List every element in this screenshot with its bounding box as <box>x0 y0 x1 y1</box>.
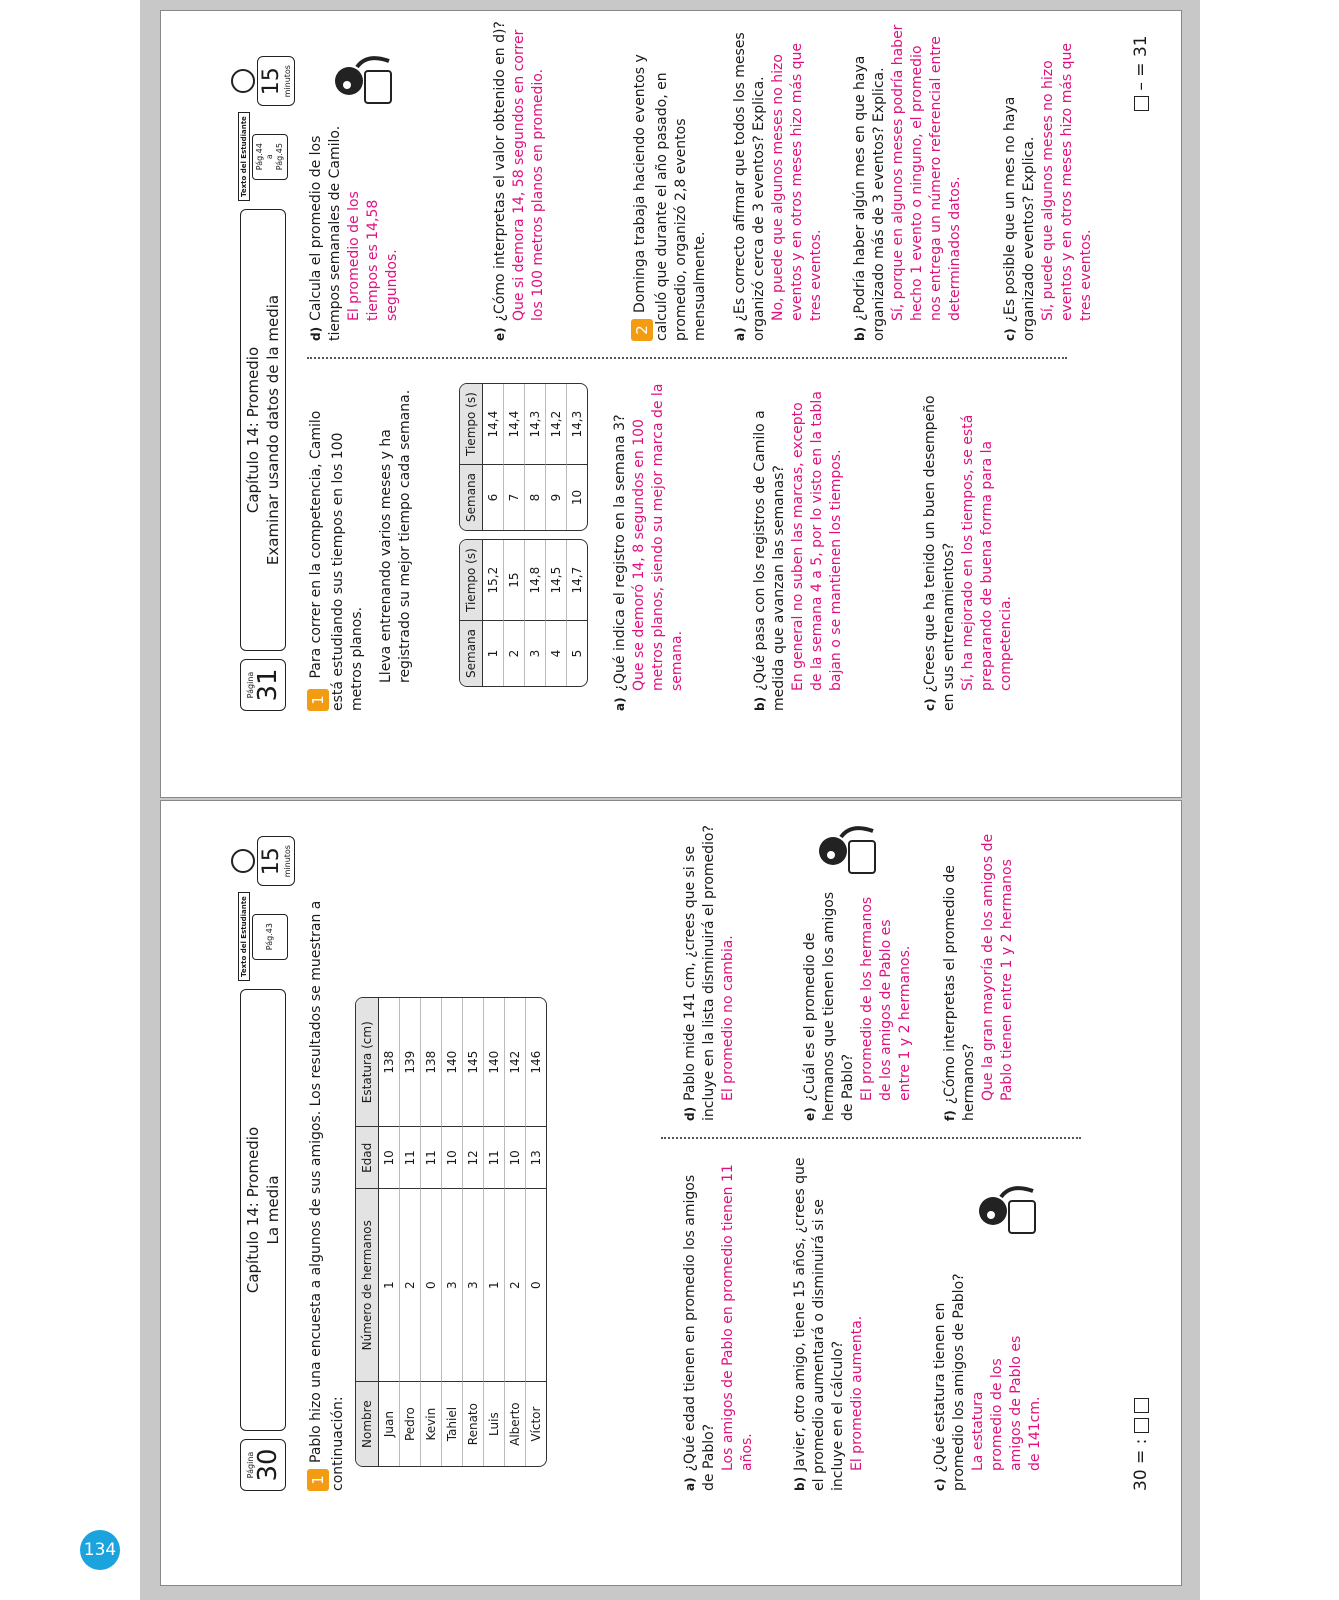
blank-box <box>1134 1418 1149 1433</box>
table-row: Alberto 2 10 142 <box>505 998 526 1466</box>
question-1d: d)Pablo mide 141 cm, ¿crees que si se incluye en la lista disminuirá el promedio? El promedio no cambia. <box>681 821 738 1121</box>
table-row: Renato 3 12 145 <box>463 998 484 1466</box>
question-1c: c)¿Qué estatura tienen en promedio los amigos de Pablo? La estatura promedio de los amigos de Pablo es de 141cm. <box>932 1273 1043 1491</box>
table-row: 4 14,5 <box>546 540 567 686</box>
problem-number: 2 <box>631 319 653 341</box>
table-row: Juan 1 10 138 <box>379 998 400 1466</box>
book-page-number: 134 <box>80 1530 120 1570</box>
answer: El promedio no cambia. <box>720 935 736 1101</box>
table-row: Kevin 0 11 138 <box>421 998 442 1466</box>
formula-right: – = 31 <box>1131 35 1151 111</box>
column-divider <box>661 1137 1081 1139</box>
chapter-title: Capítulo 14: Promedio <box>244 346 262 514</box>
question-1b: b)¿Qué pasa con los registros de Camilo a medida que avanzan las semanas? En general no suben las marcas, excepto de la semana 4 a 5, por lo visto en la tabla bajan o se mantienen los tiempos. <box>751 381 846 711</box>
question-1e: e)¿Cuál es el promedio de hermanos que tienen los amigos de Pablo? El promedio de los hermanos de los amigos de Pablo es entre 1 y 2 hermanos. <box>801 881 915 1121</box>
answer: Sí, porque en algunos meses podría haber hecho 1 evento o ninguno, el promedio nos entrega un número referencial entre determinados datos. <box>890 24 963 321</box>
page-31-header <box>231 56 295 711</box>
table-row: 8 14,3 <box>525 384 546 530</box>
mascot-calculator-icon <box>811 821 881 881</box>
alarm-clock-icon <box>231 849 255 873</box>
formula-left: 30 = : <box>1131 1398 1151 1491</box>
table-row: 10 14,3 <box>567 384 587 530</box>
question-1a: a)¿Qué edad tienen en promedio los amigos de Pablo? Los amigos de Pablo en promedio tienen 11 años. <box>681 1161 757 1491</box>
answer: Que la gran mayoría de los amigos de Pablo tienen entre 1 y 2 hermanos <box>980 833 1015 1101</box>
chapter-subtitle: La media <box>264 1175 282 1245</box>
worksheet-page-31 <box>160 10 1182 798</box>
question-1d: d)Calcula el promedio de los tiempos semanales de Camilo. El promedio de los tiempos es 14,58 segundos. <box>308 125 400 341</box>
problem-1-intro: 1Pablo hizo una encuesta a algunos de sus amigos. Los resultados se muestran a continuación: <box>308 900 346 1491</box>
table-row: 1 15,2 <box>483 540 504 686</box>
answer: Que si demora 14, 58 segundos en correr los 100 metros planos en promedio. <box>511 29 546 321</box>
page-31-content <box>231 21 1191 711</box>
blank-box <box>1134 1398 1149 1413</box>
survey-table: Nombre Número de hermanos Edad Estatura (cm) Juan 1 10 138 Pedro 2 11 139 Kevin 0 11 138 Tahiel 3 10 140 Renato 3 12 145 Luis 1 11 140 Alberto 2 10 142 Víctor 0 13 146 <box>355 997 547 1467</box>
problem-number: 1 <box>307 689 329 711</box>
question-2c: c)¿Es posible que un mes no haya organizado eventos? Explica. Sí, puede que algunos meses no hizo eventos y en otros meses hizo más que tres eventos. <box>1001 21 1096 341</box>
table-row: 9 14,2 <box>546 384 567 530</box>
table-row: Luis 1 11 140 <box>484 998 505 1466</box>
question-1e: e)¿Cómo interpretas el valor obtenido en d)? Que si demora 14, 58 segundos en correr los 100 metros planos en promedio. <box>492 21 546 341</box>
page-30-header <box>231 836 295 1491</box>
chapter-subtitle: Examinar usando datos de la media <box>264 294 282 566</box>
answer: Que se demoró 14, 8 segundos en 100 metros planos, siendo su mejor marca de la semana. <box>631 383 685 691</box>
question-2b: b)¿Podría haber algún mes en que haya organizado más de 3 eventos? Explica. Sí, porque en algunos meses podría haber hecho 1 evento o ninguno, el promedio nos entrega un número referencial entre determinados datos. <box>851 21 965 341</box>
timer: 15 minutos <box>231 56 295 106</box>
mascot-calculator-icon <box>971 1181 1041 1241</box>
mascot-calculator-icon <box>327 51 397 111</box>
page-number: 30 <box>252 1448 283 1482</box>
answer: Sí, ha mejorado en los tiempos, se está preparando de buena forma para la competencia. <box>960 414 1014 691</box>
table-row: Tahiel 3 10 140 <box>442 998 463 1466</box>
column-divider <box>307 357 1067 359</box>
table-row: 7 14,4 <box>504 384 525 530</box>
page-number: 31 <box>252 668 283 702</box>
table-row: 6 14,4 <box>483 384 504 530</box>
question-1b: b)Javier, otro amigo, tiene 15 años, ¿crees que el promedio aumentará o disminuirá si se incluye en el cálculo? El promedio aumenta. <box>791 1151 867 1491</box>
question-2a: a)¿Es correcto afirmar que todos los meses organizó cerca de 3 eventos? Explica. No, puede que algunos meses no hizo eventos y en otros meses hizo más que tres eventos. <box>731 21 826 341</box>
answer: En general no suben las marcas, excepto de la semana 4 a 5, por lo visto en la tabla bajan o se mantienen los tiempos. <box>790 391 844 691</box>
chapter-title-box <box>240 209 286 651</box>
answer: La estatura promedio de los amigos de Pablo es de 141cm. <box>970 1335 1043 1471</box>
page-number-box: Página 31 <box>240 659 286 711</box>
texto-estudiante-ref: Texto del Estudiante Pág.44 a Pág.45 <box>238 112 288 201</box>
problem-number: 1 <box>307 1469 329 1491</box>
question-1a: a)¿Qué indica el registro en la semana 3? Que se demoró 14, 8 segundos en 100 metros planos, siendo su mejor marca de la semana. <box>611 381 687 711</box>
blank-box <box>1134 96 1149 111</box>
book-icon: Texto del Estudiante <box>238 112 250 201</box>
book-icon: Texto del Estudiante <box>238 892 250 981</box>
page-30-content <box>231 811 1191 1491</box>
answer: No, puede que algunos meses no hizo eventos y en otros meses hizo más que tres eventos. <box>770 42 824 321</box>
alarm-clock-icon <box>231 69 255 93</box>
table-row: Pedro 2 11 139 <box>400 998 421 1466</box>
table-row: 3 14,8 <box>525 540 546 686</box>
chapter-title: Capítulo 14: Promedio <box>244 1126 262 1294</box>
question-1c: c)¿Crees que ha tenido un buen desempeño en sus entrenamientos? Sí, ha mejorado en los tiempos, se está preparando de buena forma para la competencia. <box>921 381 1016 711</box>
table-row: Víctor 0 13 146 <box>526 998 546 1466</box>
answer: Los amigos de Pablo en promedio tienen 11 años. <box>720 1164 755 1471</box>
question-1f: f)¿Cómo interpretas el promedio de hermanos? Que la gran mayoría de los amigos de Pablo tienen entre 1 y 2 hermanos <box>941 821 1017 1121</box>
chapter-title-box <box>240 989 286 1431</box>
answer: El promedio de los tiempos es 14,58 segundos. <box>346 191 400 321</box>
table-row: 5 14,7 <box>567 540 587 686</box>
answer: Sí, puede que algunos meses no hizo eventos y en otros meses hizo más que tres eventos. <box>1040 42 1094 321</box>
times-table-a: Semana Tiempo (s) 1 15,2 2 15 3 14,8 4 14,5 5 14,7 <box>459 539 588 687</box>
page-number-box: Página 30 <box>240 1439 286 1491</box>
answer: El promedio aumenta. <box>849 1315 865 1471</box>
problem-2-intro: 2Dominga trabaja haciendo eventos y calculó que durante el año pasado, en promedio, organizó 2,8 eventos mensualmente. <box>632 54 708 341</box>
table-row: 2 15 <box>504 540 525 686</box>
times-table-b: Semana Tiempo (s) 6 14,4 7 14,4 8 14,3 9 14,2 10 14,3 <box>459 383 588 531</box>
worksheet-page-30 <box>160 800 1182 1586</box>
answer: El promedio de los hermanos de los amigos de Pablo es entre 1 y 2 hermanos. <box>859 896 913 1101</box>
texto-estudiante-ref: Texto del Estudiante Pág.43 <box>238 892 288 981</box>
problem-1-intro: 1 Para correr en la competencia, Camilo está estudiando sus tiempos en los 100 metros planos. Lleva entrenando varios meses y ha registrado su mejor tiempo cada semana. <box>308 389 413 711</box>
timer: 15 minutos <box>231 836 295 886</box>
